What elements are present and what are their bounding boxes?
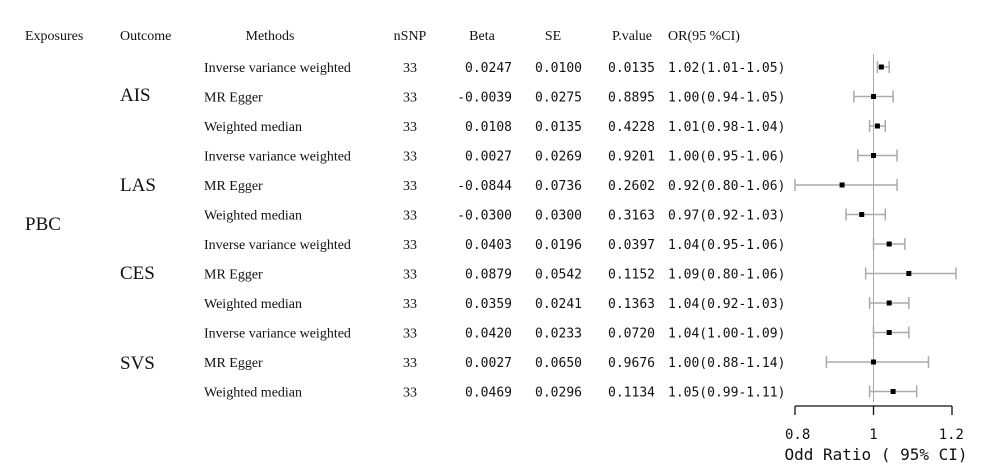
header-pvalue: P.value (611, 29, 653, 44)
table-row (204, 179, 785, 194)
row-nsnp: 33 (403, 179, 417, 194)
forest-plot (784, 54, 967, 464)
row-method: Inverse variance weighted (204, 149, 351, 165)
forest-row (874, 327, 909, 339)
row-pvalue: 0.1152 (608, 267, 655, 283)
row-or-ci: 1.00(0.88-1.14) (668, 356, 786, 371)
point-estimate (906, 271, 911, 276)
row-beta: -0.0039 (457, 90, 512, 106)
row-nsnp: 33 (403, 385, 417, 401)
table-row (204, 91, 785, 106)
row-or-ci: 1.00(0.95-1.06) (668, 149, 786, 165)
row-method: Weighted median (204, 120, 303, 135)
point-estimate (840, 183, 845, 188)
row-beta: -0.0844 (457, 179, 512, 194)
row-nsnp: 33 (403, 120, 417, 135)
row-beta: 0.0247 (465, 61, 512, 76)
row-pvalue: 0.3163 (608, 208, 655, 224)
row-nsnp: 33 (403, 149, 417, 165)
exposure-label: PBC (25, 214, 61, 235)
outcome-label-ces: CES (120, 263, 155, 284)
row-se: 0.0196 (535, 238, 582, 253)
x-axis-label: Odd Ratio ( 95% CI) (784, 445, 968, 464)
forest-marks (795, 61, 956, 398)
point-estimate (871, 360, 876, 365)
forest-row (866, 268, 956, 280)
row-beta: 0.0469 (465, 385, 512, 401)
row-beta: 0.0027 (465, 356, 512, 371)
forest-row (826, 356, 928, 368)
table-row (204, 386, 785, 401)
row-or-ci: 1.00(0.94-1.05) (668, 90, 786, 106)
row-se: 0.0300 (535, 208, 582, 224)
point-estimate (871, 153, 876, 158)
x-tick-label: 1 (869, 427, 878, 443)
row-or-ci: 1.04(0.95-1.06) (668, 238, 786, 253)
row-pvalue: 0.8895 (608, 90, 655, 106)
outcome-label-svs: SVS (120, 353, 155, 374)
row-method: Inverse variance weighted (204, 61, 351, 76)
forest-row (795, 179, 897, 191)
forest-row (846, 209, 885, 221)
table-row (204, 356, 785, 371)
row-or-ci: 1.05(0.99-1.11) (668, 385, 786, 401)
outcome-label-las: LAS (120, 175, 156, 196)
table-row (204, 150, 785, 165)
row-pvalue: 0.1134 (608, 385, 655, 401)
row-or-ci: 0.97(0.92-1.03) (668, 208, 786, 224)
row-beta: 0.0108 (465, 120, 512, 135)
table-row (204, 61, 785, 76)
row-se: 0.0736 (535, 179, 582, 194)
row-nsnp: 33 (403, 297, 417, 312)
row-method: MR Egger (204, 267, 263, 283)
row-nsnp: 33 (403, 61, 417, 76)
point-estimate (891, 389, 896, 394)
row-se: 0.0650 (535, 356, 582, 371)
row-nsnp: 33 (403, 326, 417, 342)
table-rows (204, 61, 785, 401)
row-se: 0.0296 (535, 385, 582, 401)
x-tick-label: 0.8 (785, 427, 811, 443)
forest-row (877, 61, 889, 73)
x-tick-label: 1.2 (938, 427, 964, 443)
row-pvalue: 0.0135 (608, 61, 655, 76)
forest-row (870, 120, 886, 132)
point-estimate (879, 65, 884, 70)
row-se: 0.0135 (535, 120, 582, 135)
forest-row (858, 150, 897, 162)
point-estimate (871, 94, 876, 99)
row-or-ci: 1.04(1.00-1.09) (668, 326, 786, 342)
table-row (204, 327, 785, 342)
point-estimate (875, 124, 880, 129)
row-nsnp: 33 (403, 90, 417, 106)
table-row (204, 209, 785, 224)
row-method: Inverse variance weighted (204, 238, 351, 253)
row-pvalue: 0.1363 (608, 297, 655, 312)
table-row (204, 238, 785, 253)
row-pvalue: 0.2602 (608, 179, 655, 194)
row-beta: 0.0359 (465, 297, 512, 312)
header-beta: Beta (469, 29, 495, 44)
row-beta: 0.0420 (465, 326, 512, 342)
row-beta: 0.0403 (465, 238, 512, 253)
header-nsnp: nSNP (393, 29, 427, 44)
row-nsnp: 33 (403, 356, 417, 371)
row-method: Inverse variance weighted (204, 326, 351, 342)
row-method: Weighted median (204, 385, 303, 401)
row-pvalue: 0.0720 (608, 326, 655, 342)
point-estimate (887, 242, 892, 247)
row-or-ci: 1.09(0.80-1.06) (668, 267, 786, 283)
row-method: Weighted median (204, 297, 303, 312)
header-se: SE (544, 29, 562, 44)
row-pvalue: 0.4228 (608, 120, 655, 135)
row-nsnp: 33 (403, 208, 417, 224)
forest-row (870, 386, 917, 398)
row-beta: 0.0879 (465, 267, 512, 283)
forest-row (870, 297, 909, 309)
header-methods: Methods (245, 29, 295, 44)
table-row (204, 268, 785, 283)
point-estimate (887, 330, 892, 335)
forest-row (874, 238, 905, 250)
row-method: MR Egger (204, 90, 263, 106)
table-row (204, 120, 785, 135)
table-row (204, 297, 785, 312)
point-estimate (887, 301, 892, 306)
row-or-ci: 1.02(1.01-1.05) (668, 61, 786, 76)
point-estimate (859, 212, 864, 217)
row-method: Weighted median (204, 208, 303, 224)
row-beta: -0.0300 (457, 208, 512, 224)
row-or-ci: 1.04(0.92-1.03) (668, 297, 786, 312)
row-se: 0.0275 (535, 90, 582, 106)
row-or-ci: 0.92(0.80-1.06) (668, 179, 786, 194)
x-axis (785, 406, 964, 443)
row-pvalue: 0.0397 (608, 238, 655, 253)
row-se: 0.0241 (535, 297, 582, 312)
row-method: MR Egger (204, 179, 263, 194)
row-pvalue: 0.9201 (608, 149, 655, 165)
row-se: 0.0233 (535, 326, 582, 342)
row-beta: 0.0027 (465, 149, 512, 165)
row-se: 0.0100 (535, 61, 582, 76)
row-se: 0.0269 (535, 149, 582, 165)
row-se: 0.0542 (535, 267, 582, 283)
row-nsnp: 33 (403, 267, 417, 283)
header-or: OR(95 %CI) (668, 29, 740, 44)
outcome-label-ais: AIS (120, 85, 151, 106)
row-pvalue: 0.9676 (608, 356, 655, 371)
header-exposures: Exposures (25, 29, 84, 44)
header-row (25, 29, 740, 44)
row-method: MR Egger (204, 356, 263, 371)
row-nsnp: 33 (403, 238, 417, 253)
row-or-ci: 1.01(0.98-1.04) (668, 120, 786, 135)
header-outcome: Outcome (120, 29, 172, 44)
